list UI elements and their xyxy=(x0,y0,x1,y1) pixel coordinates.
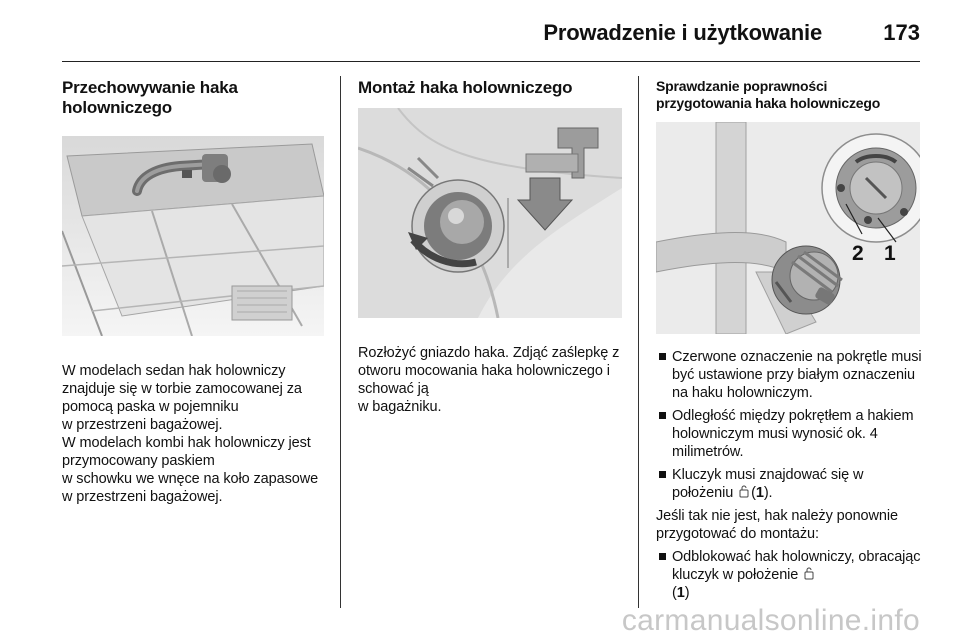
paragraph: W modelach kombi hak holowniczy jest przymocowany paskiem xyxy=(62,435,311,469)
header-title: Prowadzenie i użytkowanie xyxy=(543,20,822,45)
position-number: 1 xyxy=(676,585,685,601)
paragraph: w bagażniku. xyxy=(358,399,442,415)
page-number: 173 xyxy=(883,20,920,45)
paragraph: w przestrzeni bagażowej. xyxy=(62,417,223,433)
column-divider xyxy=(340,76,341,608)
figure-label-1: 1 xyxy=(884,242,896,265)
column-storage xyxy=(62,78,332,506)
section-heading-verification: Sprawdzanie poprawności przygotowania haka holowniczego xyxy=(656,78,881,111)
section-heading-storage: Przechowywanie haka holowniczego xyxy=(62,78,238,117)
column-mounting xyxy=(358,78,628,416)
bullet-text: Odblokować hak holowniczy, obracając kluczyk w położenie xyxy=(672,549,921,583)
figure-label-2: 2 xyxy=(852,242,864,265)
paragraph: w schowku we wnęce na koło zapasowe w przestrzeni bagażowej. xyxy=(62,471,319,505)
paragraph: W modelach sedan hak holowniczy znajduje się w torbie zamocowanej za pomocą paska w pojemniku xyxy=(62,363,302,415)
page-header xyxy=(62,14,920,62)
paragraph: Rozłożyć gniazdo haka. Zdjąć zaślepkę z otworu mocowania haka holowniczego i schować ją xyxy=(358,345,620,397)
bullet-text: Kluczyk musi znajdować się w położeniu xyxy=(672,467,864,501)
list-item: Kluczyk musi znajdować się w położeniu (1). xyxy=(656,466,926,502)
list-item: Czerwone oznaczenie na pokrętle musi być ustawione przy białym oznaczeniu na haku holowniczym. xyxy=(656,348,926,402)
position-number: 1 xyxy=(755,485,764,501)
illustration-trunk-storage xyxy=(62,136,332,336)
list-item: Odległość między pokrętłem a hakiem holowniczym musi wynosić ok. 4 milimetrów. xyxy=(656,407,926,461)
illustration-tow-hook-check xyxy=(656,122,926,334)
checklist xyxy=(656,548,926,602)
paragraph: Jeśli tak nie jest, hak należy ponownie przygotować do montażu: xyxy=(656,508,898,542)
watermark: carmanualsonline.info xyxy=(621,604,920,637)
key-lock-icon xyxy=(804,567,814,580)
checklist xyxy=(656,348,926,502)
illustration-mounting-socket xyxy=(358,108,628,318)
list-item: Odblokować hak holowniczy, obracając kluczyk w położenie (1) xyxy=(656,548,926,602)
key-lock-icon xyxy=(739,485,749,498)
column-verification xyxy=(656,78,926,607)
column-divider xyxy=(638,76,639,608)
section-heading-mounting: Montaż haka holowniczego xyxy=(358,78,573,97)
